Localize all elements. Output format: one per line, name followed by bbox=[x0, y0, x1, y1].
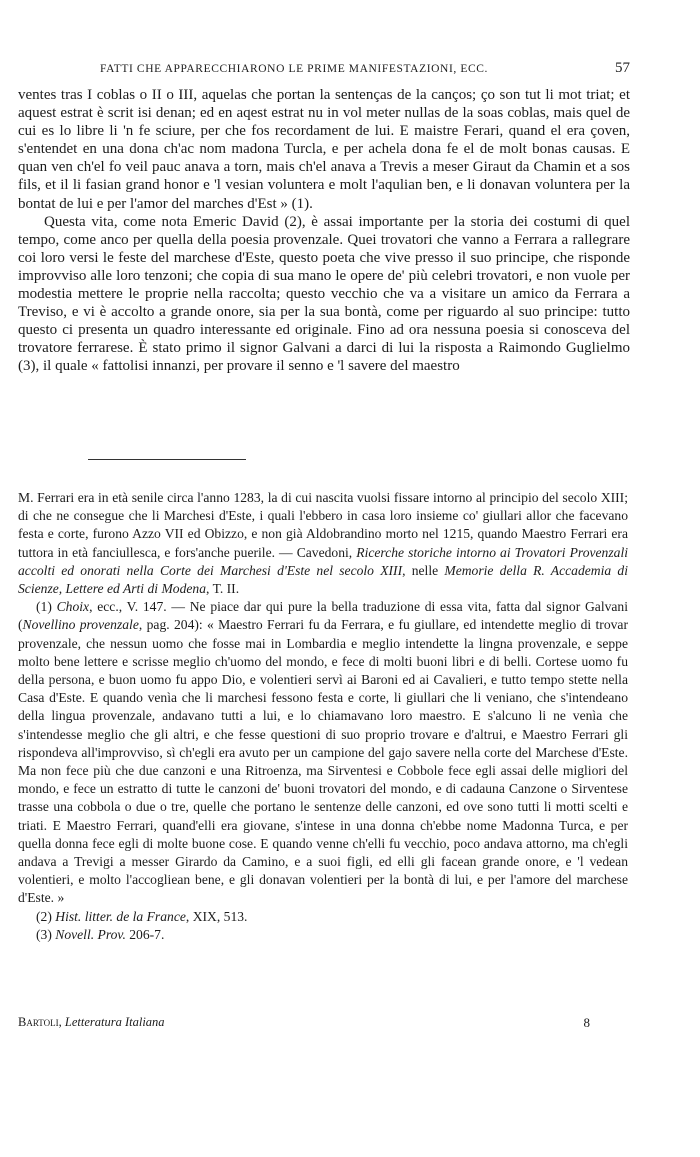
cited-journal: Memorie della R. Accademia di Scienze, Lettere ed Arti di Modena bbox=[18, 562, 628, 597]
paragraph-continued: ventes tras I coblas o II o III, aquelas che portan la sentenças de la canços; ço son tut li mot triat; et aquest estrat è scrit isi denan; ed en aqest estrat nu in vol meter nullas de la soas coblas, mais quel de cui es lo libre li 'n fe sciure, per che fos recordament de lui. E maistre Ferari, quand el era çoven, s'entendet en una dona ch'ac nom madona Turcla, e per achela dona fe el de molt bonas causas. E quan ven ch'el fo veil pauc anava a torn, mais ch'el anava a Trevis a meser Giraut da Chamin et a sos fils, et il li fasian grand honor e 'l vesian voluntera e molt l'aqulian ben, e li donavan voluntera per la bontat de lui e per l'amor del marches d'Est » (1). bbox=[18, 87, 630, 212]
footnote-3: (3) Novell. Prov. 206-7. bbox=[36, 926, 165, 942]
cited-title: Ricerche storiche intorno ai Trovatori Provenzali accolti ed onorati nella Corte dei Marchesi d'Este nel secolo XIII bbox=[18, 544, 628, 578]
paragraph-questa-vita: Questa vita, come nota Emeric David (2), è assai importante per la storia dei costumi di quel tempo, come anco per quella della poesia provenzale. Quei trovatori che vanno a Ferrara a rallegrare coi loro versi le feste del marchese d'Este, questo poeta che vive presso il suo principe, che risponde improvviso alle loro tenzoni; che copia di sua mano le opere de' più celebri trovatori, e non vuole per modestia mettere le proprie nella raccolta; questo vecchio che va a visitare un amico da Ferrara a Treviso, e vi è accolto a grande onore, sia per la sua bontà, come per riguardo al suo principe: tutto questo ci presenta un quadro interessante ed originale. Fino ad ora nessuna poesia si conosceva del trovatore ferrarese. È stato primo il signor Galvani a darci di lui la risposta a Raimondo Guglielmo (3), il quale « fattolisi innanzi, per provare il senno e 'l savere del maestro bbox=[18, 213, 630, 375]
footer-author: Bartoli bbox=[18, 1015, 59, 1029]
main-text bbox=[18, 86, 630, 376]
running-title: FATTI CHE APPARECCHIARONO LE PRIME MANIFESTAZIONI, ECC. bbox=[100, 63, 488, 75]
footnote-2: (2) Hist. litter. de la France, XIX, 513. bbox=[36, 908, 248, 924]
signature-number: 8 bbox=[583, 1015, 590, 1030]
signature-label: Bartoli, Letteratura Italiana bbox=[18, 1015, 165, 1029]
signature-line bbox=[18, 1015, 590, 1035]
footnote-separator bbox=[88, 459, 246, 460]
footer-title: Letteratura Italiana bbox=[64, 1015, 165, 1029]
footnotes bbox=[18, 489, 628, 944]
running-header bbox=[18, 60, 630, 82]
footnote-1: (1) Choix, ecc., V. 147. — Ne piace dar qui pure la bella traduzione di essa vita, fatta dal signor Galvani (Novellino provenzale, pag. 204): « Maestro Ferrari fu da Ferrara, e fu giullare, ed intendette meglio di trovar provenzale, che nessun uomo che fosse mai in Lombardia e meglio intendette la lingna provenzale, e seppe molto bene lettere e scrisse meglio ch'uomo del mondo, e fece di molti buoni libri e di belli. Cortese uomo fu della persona, e buon uomo fu appo Dio, e volentieri servì ai Baroni ed ai Cavalieri, e tutto tempo stette nella Casa d'Este. E quando venìa che li marchesi fessono festa e corte, li giullari che li veniano, che s'intendeano della lingua provenzale, andavano tutti a lui, e lo chiamavano loro maestro. E s'alcuno li ne venìa che s'intendesse meglio che gli altri, e che fesse questioni di suo proprio trovare e d'altrui, e Maestro Ferrari gli rispondeva all'improvviso, sì ch'egli era avuto per un campione del gajo savere nella corte del Marchese d'Este. Ma non fece più che due canzoni e una Ritroenza, ma Sirventesi e Cobbole fece egli assai delle migliori del mondo, e fece un estratto di tutte le canzoni de' buoni trovatori del mondo, e di cadauna Canzone o Sirventese trasse una cobbola o due o tre, quelle che portano le sentenze delle canzoni, ed ove sono tutti li motti scelti e triati. E Maestro Ferrari, quand'elli era giovane, s'intese in una donna ch'ebbe nome Madonna Turca, e per quella donna fece egli di molte buone cose. E quando venne ch'elli fu vecchio, poco andava attorno, ma ch'egli andava a Trevigi a messer Girardo da Camino, e a suoi figli, ed elli gli facean grande onore, e 'l vedean volentieri, e molto l'accogliean bene, e gli donavan volentieri per la bontà di lui, e per l'amore del marchese d'Este. » bbox=[18, 599, 629, 906]
page-number: 57 bbox=[615, 60, 630, 76]
footnote-continued: M. Ferrari era in età senile circa l'anno 1283, la di cui nascita vuolsi fissare intorno al principio del secolo XIII; di che ne consegue che li Marchesi d'Este, i quali l'ebbero in casa loro insieme co' giullari allor che facevano festa e corte, furono Azzo VII ed Obizzo, e non già Aldobrandino morto nel 1215, quando Maestro Ferrari era tuttora in età fanciullesca, e fors'anche puerile. — Cavedoni, Ricerche storiche intorno ai Trovatori Provenzali accolti ed onorati nella Corte dei Marchesi d'Este nel secolo XIII, nelle Memorie della R. Accademia di Scienze, Lettere ed Arti di Modena, T. II. bbox=[18, 490, 628, 597]
